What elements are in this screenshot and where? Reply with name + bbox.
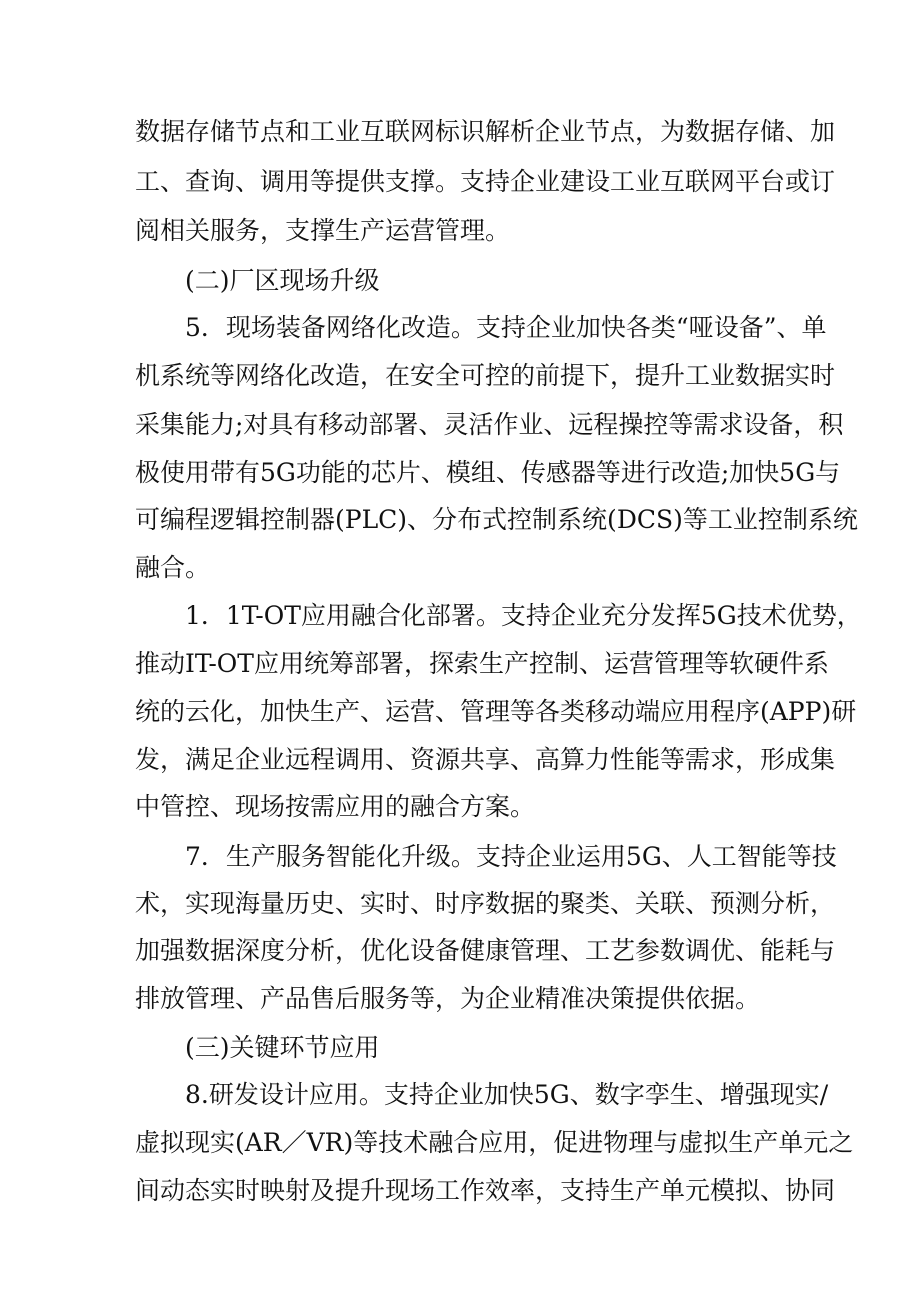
paragraph-line: 机系统等网络化改造，在安全可控的前提下，提升工业数据实时 [135,361,836,390]
paragraph-line: 发，满足企业远程调用、资源共享、高算力性能等需求，形成集 [135,745,836,774]
paragraph-line: 术，实现海量历史、实时、时序数据的聚类、关联、预测分析， [135,889,836,918]
paragraph-line: 可编程逻辑控制器(PLC)、分布式控制系统(DCS)等工业控制系统 [135,505,858,534]
section-heading: (二)厂区现场升级 [185,266,380,295]
paragraph-line: 采集能力;对具有移动部署、灵活作业、远程操控等需求设备，积 [135,410,844,439]
paragraph-line: 7．生产服务智能化升级。支持企业运用5G、人工智能等技 [185,842,837,871]
paragraph-line: 排放管理、产品售后服务等，为企业精准决策提供依据。 [135,984,761,1013]
paragraph-line: 工、查询、调用等提供支撑。支持企业建设工业互联网平台或订 [135,167,836,196]
paragraph-line: 融合。 [135,553,211,582]
paragraph-line: 虚拟现实(AR／VR)等技术融合应用，促进物理与虚拟生产单元之 [135,1128,854,1157]
paragraph-line: 极使用带有5G功能的芯片、模组、传感器等进行改造;加快5G与 [135,458,841,487]
paragraph-line: 间动态实时映射及提升现场工作效率，支持生产单元模拟、协同 [135,1176,836,1205]
section-heading: (三)关键环节应用 [185,1033,380,1062]
paragraph-line: 加强数据深度分析，优化设备健康管理、工艺参数调优、能耗与 [135,936,836,965]
paragraph-line: 推动IT-OT应用统筹部署，探索生产控制、运营管理等软硬件系 [135,649,829,678]
paragraph-line: 阅相关服务，支撑生产运营管理。 [135,216,511,245]
paragraph-line: 8.研发设计应用。支持企业加快5G、数字孪生、增强现实/ [185,1080,829,1109]
paragraph-line: 统的云化，加快生产、运营、管理等各类移动端应用程序(APP)研 [135,697,857,726]
paragraph-line: 5．现场装备网络化改造。支持企业加快各类“哑设备”、单 [185,313,827,342]
paragraph-line: 中管控、现场按需应用的融合方案。 [135,792,536,821]
paragraph-line: 数据存储节点和工业互联网标识解析企业节点，为数据存储、加 [135,117,836,146]
paragraph-line: 1．1T-OT应用融合化部署。支持企业充分发挥5G技术优势， [185,601,862,630]
